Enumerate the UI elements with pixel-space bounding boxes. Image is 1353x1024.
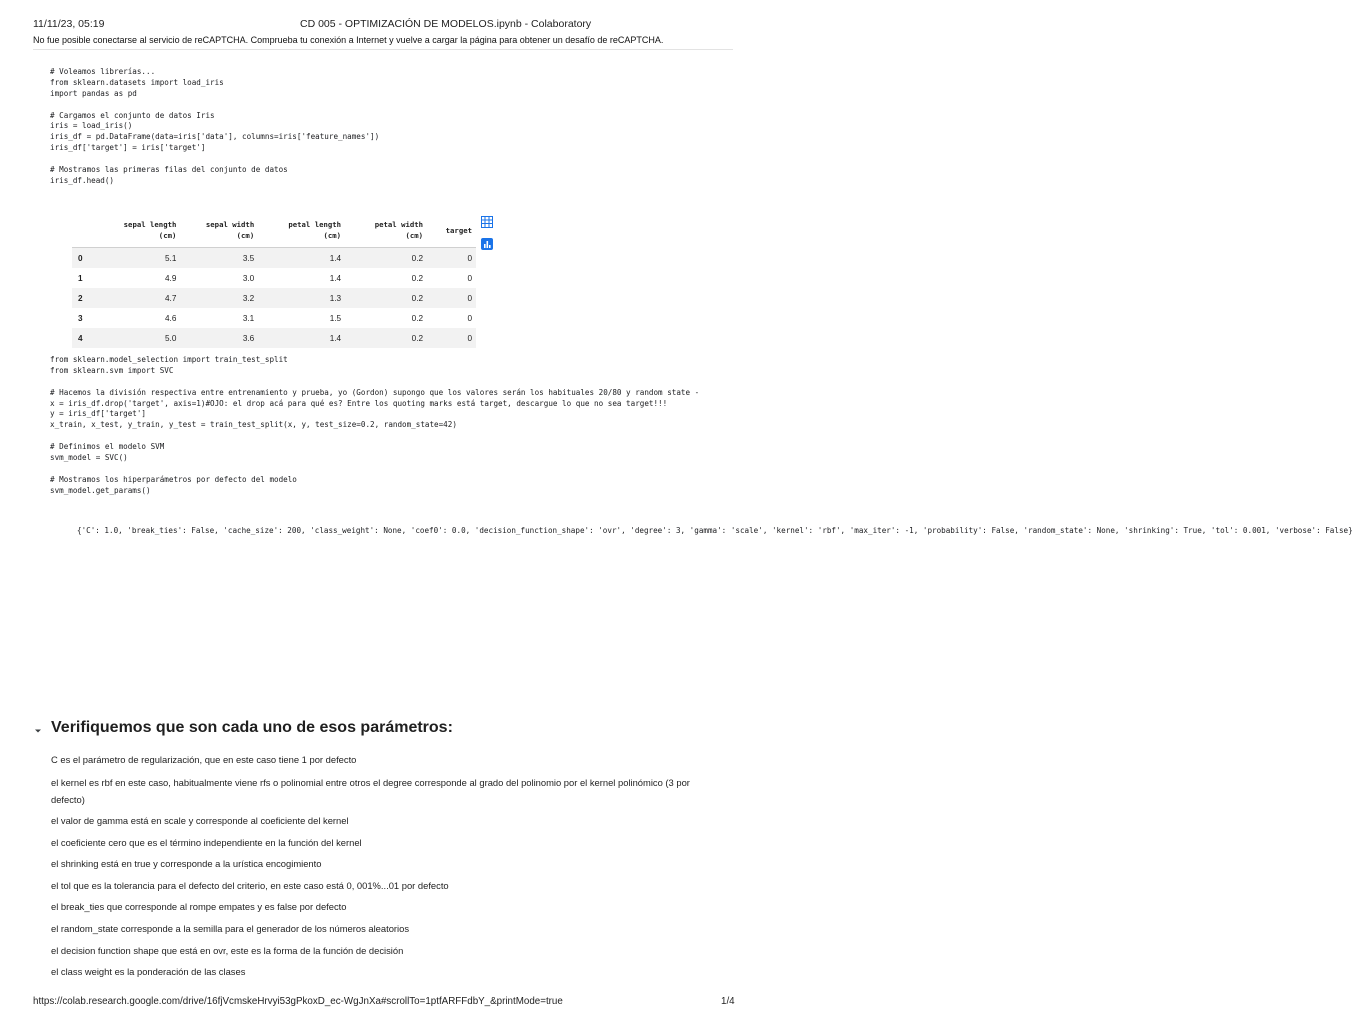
code-line: [50, 431, 699, 442]
table-cell: 0: [467, 313, 472, 323]
table-cell: 4.7: [106, 288, 180, 308]
table-cell: 3.5: [180, 248, 258, 269]
code-line: # Cargamos el conjunto de datos Iris: [50, 110, 215, 120]
chart-icon[interactable]: [481, 237, 493, 249]
params-output: [77, 526, 1353, 537]
table-cell: 1.3: [258, 288, 345, 308]
table-cell: 0: [427, 248, 476, 269]
output-line: {'C': 1.0,: [77, 526, 123, 535]
row-index: 3: [78, 313, 83, 323]
code-line: # Hacemos la división respectiva entre entrenamiento y prueba, yo (Gordon) supongo que los valores serán los habituales 20/80 y random state -: [50, 387, 700, 397]
code-line: iris_df.head(): [50, 175, 115, 185]
code-line: from sklearn.svm import SVC: [50, 365, 174, 375]
table-cell: 4.9: [164, 273, 177, 283]
code-line: # Voleamos librerías...: [50, 67, 156, 76]
output-line: 'verbose': False}: [1270, 526, 1353, 535]
print-header: [0, 0, 768, 34]
table-row: [72, 248, 476, 269]
code-line: iris_df = pd.DataFrame(data=iris['data'], columns=iris['feature_names']): [50, 132, 380, 142]
code-line: y = iris_df['target']: [50, 409, 147, 419]
output-line: 'gamma': 'scale',: [685, 526, 768, 535]
code-line: svm_model = SVC(): [50, 453, 128, 463]
output-line: 'degree': 3,: [625, 526, 686, 535]
print-date: 11/11/23, 05:19: [33, 18, 105, 30]
output-line: 'max_iter': -1,: [845, 526, 919, 535]
table-cell: 1.5: [329, 313, 342, 323]
footer-url: https://colab.research.google.com/drive/16fjVcmskeHrvyi53gPkoxD_ec-WgJnXa#scrollTo=1ptfARFFdbY_&printMode=true: [33, 996, 563, 1007]
output-line: 'coef0': 0.0,: [406, 526, 471, 535]
code-line: [50, 100, 379, 111]
paragraph: el random_state corresponde a la semilla para el generador de los números aleatorios: [51, 923, 410, 934]
table-row: [72, 308, 476, 328]
row-index: 2: [72, 288, 106, 308]
code-line: svm_model.get_params(): [50, 485, 151, 495]
table-cell: 3.0: [242, 273, 255, 283]
table-row: [72, 288, 476, 308]
table-cell: 0.2: [345, 328, 427, 348]
column-header-sepal-length: sepal length (cm): [123, 220, 177, 240]
column-header-petal-width: petal width (cm): [374, 220, 424, 240]
paragraph: el coeficiente cero que es el término independiente en la función del kernel: [51, 837, 362, 848]
paragraph: C es el parámetro de regularización, que en este caso tiene 1 por defecto: [51, 754, 357, 765]
table-cell: 5.1: [106, 248, 180, 269]
row-index: 1: [78, 273, 83, 283]
table-cell: 0: [467, 273, 472, 283]
table-cell: 0.2: [411, 313, 424, 323]
code-line: iris_df['target'] = iris['target']: [50, 143, 206, 153]
code-cell-train-svm[interactable]: [50, 355, 699, 497]
table-cell: 5.0: [106, 328, 180, 348]
paragraph: el class weight es la ponderación de las clases: [51, 966, 246, 977]
code-line: import pandas as pd: [50, 88, 137, 98]
output-line: 'kernel': 'rbf',: [767, 526, 846, 535]
column-header-target: target: [445, 225, 472, 235]
table-cell: 1.4: [258, 248, 345, 269]
dataframe-table: [72, 213, 476, 348]
table-row: [72, 268, 476, 288]
table-icon[interactable]: [481, 215, 493, 227]
code-line: iris = load_iris(): [50, 121, 133, 131]
output-line: 'break_ties': False,: [122, 526, 219, 535]
dataframe-output: [72, 213, 476, 348]
code-cell-load-data[interactable]: [50, 67, 379, 187]
paragraph: el shrinking está en true y corresponde a la urística encogimiento: [51, 858, 322, 869]
section-title: Verifiquemos que son cada uno de esos parámetros:: [51, 719, 453, 736]
recaptcha-warning: No fue posible conectarse al servicio de reCAPTCHA. Comprueba tu conexión a Internet y vuelve a cargar la página para obtener un desafío de reCAPTCHA.: [33, 35, 664, 45]
print-title: CD 005 - OPTIMIZACIÓN DE MODELOS.ipynb - Colaboratory: [300, 18, 592, 30]
table-cell: 3.1: [242, 313, 255, 323]
table-cell: 0: [427, 288, 476, 308]
paragraph: el decision function shape que está en ovr, este es la forma de la función de decisión: [51, 945, 404, 956]
table-cell: 0.2: [345, 248, 427, 269]
table-cell: 0: [427, 328, 476, 348]
output-line: 'class_weight': None,: [305, 526, 407, 535]
table-cell: 0.2: [411, 273, 424, 283]
paragraph: el tol que es la tolerancia para el defecto del criterio, en este caso está 0, 001%...01 por defecto: [51, 880, 449, 891]
code-line: from sklearn.datasets import load_iris: [50, 77, 224, 87]
column-header-petal-length: petal length (cm): [288, 220, 342, 240]
chevron-down-icon[interactable]: [33, 723, 43, 733]
code-line: from sklearn.model_selection import train_test_split: [50, 355, 288, 364]
output-line: 'cache_size': 200,: [218, 526, 306, 535]
code-line: [50, 377, 699, 388]
output-line: 'tol': 0.001,: [1206, 526, 1271, 535]
table-row: [72, 328, 476, 348]
table-cell: 4.6: [164, 313, 177, 323]
output-line: 'shrinking': True,: [1119, 526, 1207, 535]
code-line: # Definimos el modelo SVM: [50, 442, 165, 452]
code-line: [50, 154, 379, 165]
paragraph: el break_ties que corresponde al rompe empates y es false por defecto: [51, 901, 347, 912]
output-line: 'random_state': None,: [1018, 526, 1120, 535]
paragraph: el kernel es rbf en este caso, habitualmente viene rfs o polinomial entre otros el degree corresponde al grado del polinomio por el kernel polinómico (3 por defecto): [51, 777, 690, 805]
output-line: 'decision_function_shape': 'ovr',: [470, 526, 626, 535]
output-line: 'probability': False,: [918, 526, 1019, 535]
row-index: 0: [72, 248, 106, 269]
table-header-row: [72, 213, 476, 248]
code-line: x = iris_df.drop('target', axis=1)#OJO: el drop acá para qué es? Entre los quoting marks está target, descargue lo que no sea target!!!: [50, 398, 668, 408]
table-cell: 3.6: [180, 328, 258, 348]
column-header-index: [72, 213, 106, 248]
code-line: # Mostramos las primeras filas del conjunto de datos: [50, 165, 288, 175]
code-line: # Mostramos los hiperparámetros por defecto del modelo: [50, 474, 297, 484]
code-line: [50, 464, 699, 475]
row-index: 4: [72, 328, 106, 348]
page-number: 1/4: [721, 996, 735, 1007]
code-line: x_train, x_test, y_train, y_test = train_test_split(x, y, test_size=0.2, random_state=42): [50, 420, 457, 430]
column-header-sepal-width: sepal width (cm): [205, 220, 255, 240]
table-cell: 3.2: [180, 288, 258, 308]
table-cell: 1.4: [258, 328, 345, 348]
divider: [33, 49, 733, 50]
table-cell: 0.2: [345, 288, 427, 308]
table-cell: 1.4: [329, 273, 342, 283]
paragraph: el valor de gamma está en scale y corresponde al coeficiente del kernel: [51, 815, 349, 826]
